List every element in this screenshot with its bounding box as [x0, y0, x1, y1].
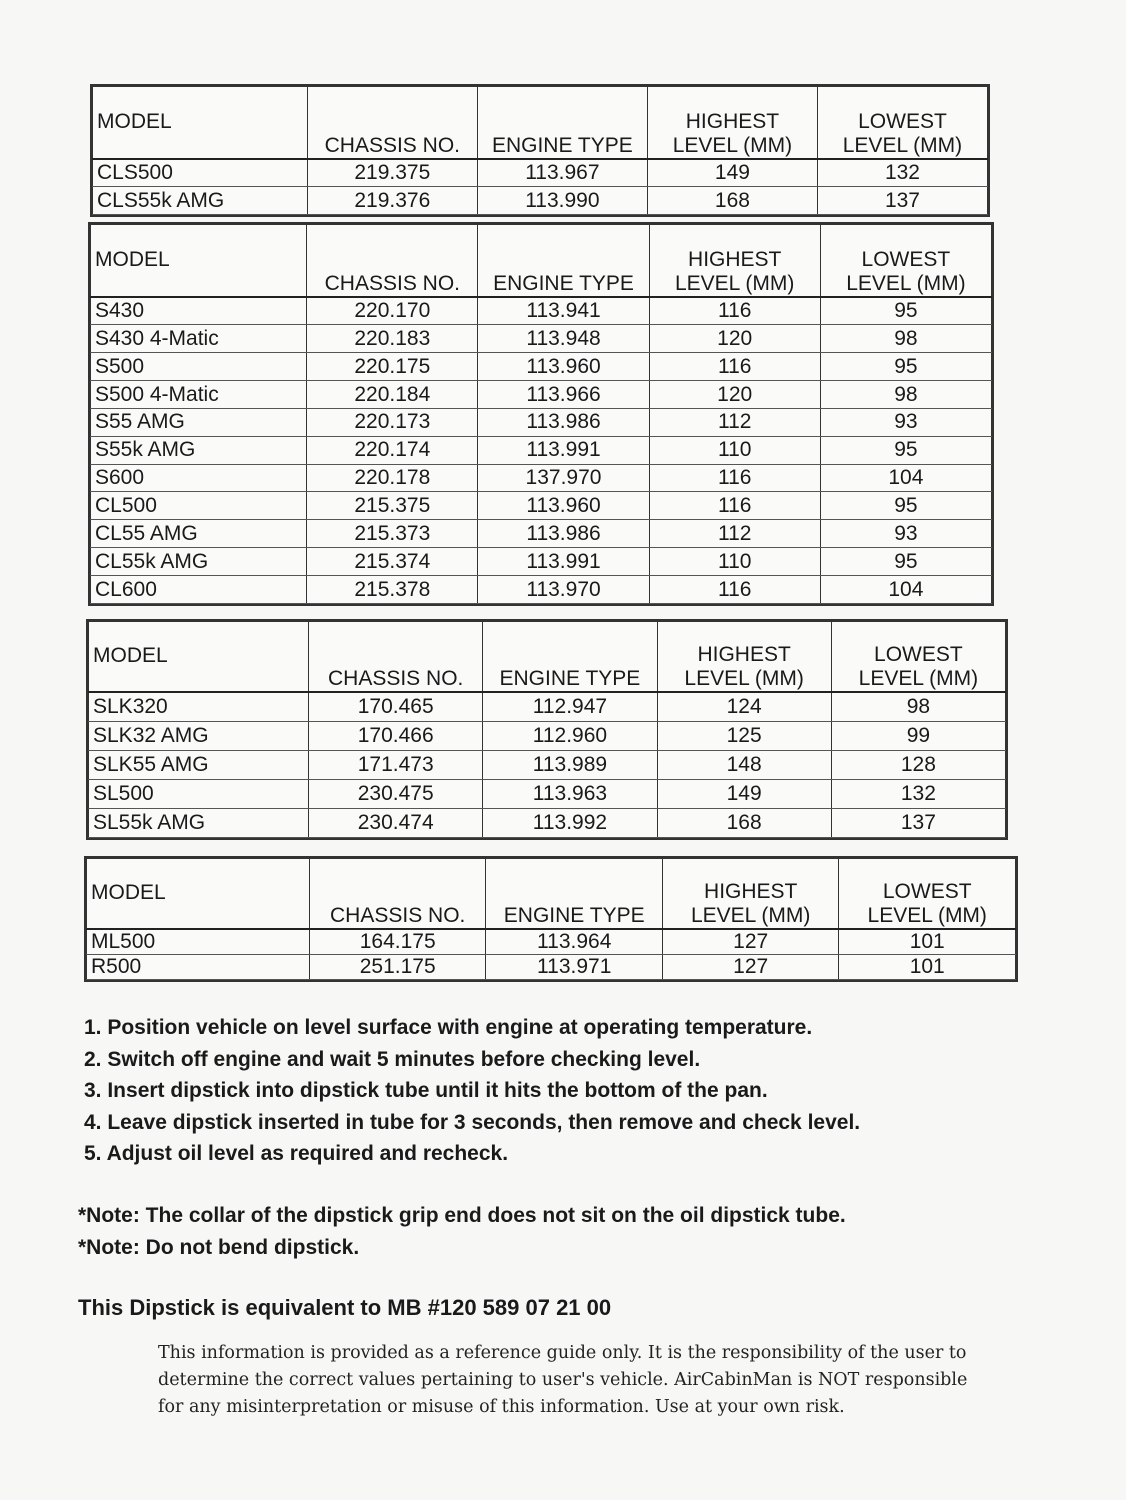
cell-chassis: 164.175 — [309, 929, 486, 955]
cell-engine: 112.960 — [483, 721, 657, 750]
header-lowest-unit: LEVEL (MM) — [867, 903, 987, 927]
header-highest-unit: LEVEL (MM) — [674, 271, 795, 295]
cell-model: SL55k AMG — [89, 808, 309, 837]
header-model: MODEL — [93, 644, 168, 668]
cell-engine: 113.986 — [478, 520, 649, 548]
header-lowest: LOWEST — [874, 642, 963, 666]
cell-highest: 110 — [649, 548, 820, 576]
header-highest: HIGHEST — [688, 247, 782, 271]
cell-highest: 149 — [657, 779, 831, 808]
header-chassis: CHASSIS NO. — [324, 271, 461, 295]
header-lowest: LOWEST — [858, 109, 947, 133]
header-engine: ENGINE TYPE — [491, 133, 633, 157]
table-row — [87, 929, 1016, 955]
table-row — [91, 548, 992, 576]
table-row — [89, 779, 1006, 808]
table-cls — [90, 84, 990, 217]
table-row — [89, 692, 1006, 722]
cell-lowest: 98 — [831, 692, 1005, 722]
table-row — [91, 492, 992, 520]
cell-highest: 116 — [649, 353, 820, 381]
cell-lowest: 132 — [831, 779, 1005, 808]
header-lowest-unit: LEVEL (MM) — [858, 666, 979, 690]
cell-highest: 127 — [662, 929, 839, 955]
cell-model: S600 — [91, 464, 307, 492]
table-row — [91, 297, 992, 325]
cell-lowest: 132 — [817, 159, 987, 187]
header-lowest-unit: LEVEL (MM) — [846, 271, 966, 295]
table-row — [89, 750, 1006, 779]
table-row — [91, 325, 992, 353]
cell-engine: 113.989 — [483, 750, 657, 779]
table-row — [89, 721, 1006, 750]
cell-engine: 113.966 — [478, 381, 649, 409]
cell-model: SLK320 — [89, 692, 309, 722]
cell-chassis: 215.375 — [307, 492, 478, 520]
cell-chassis: 220.178 — [307, 464, 478, 492]
cell-chassis: 219.375 — [307, 159, 477, 187]
cell-engine: 113.960 — [478, 353, 649, 381]
cell-engine: 112.947 — [483, 692, 657, 722]
cell-engine: 113.964 — [486, 929, 663, 955]
cell-engine: 113.960 — [478, 492, 649, 520]
cell-lowest: 128 — [831, 750, 1005, 779]
instruction-item: 3. Insert dipstick into dipstick tube until it hits the bottom of the pan. — [84, 1079, 768, 1102]
cell-model: CL55k AMG — [91, 548, 307, 576]
cell-model: S55 AMG — [91, 408, 307, 436]
disclaimer — [158, 1340, 1058, 1421]
table-slk-sl — [86, 619, 1008, 840]
cell-chassis: 251.175 — [309, 954, 486, 979]
cell-chassis: 220.173 — [307, 408, 478, 436]
header-lowest-unit: LEVEL (MM) — [842, 133, 963, 157]
cell-highest: 116 — [649, 576, 820, 604]
disclaimer-line: for any misinterpretation or misuse of this information. Use at your own risk. — [158, 1397, 845, 1417]
table-row — [91, 353, 992, 381]
cell-lowest: 93 — [820, 520, 991, 548]
instruction-item: 5. Adjust oil level as required and recheck. — [84, 1142, 509, 1165]
cell-lowest: 98 — [820, 381, 991, 409]
cell-chassis: 215.374 — [307, 548, 478, 576]
cell-highest: 124 — [657, 692, 831, 722]
cell-model: S430 4-Matic — [91, 325, 307, 353]
cell-engine: 113.971 — [486, 954, 663, 979]
header-chassis: CHASSIS NO. — [324, 133, 460, 157]
cell-model: S500 4-Matic — [91, 381, 307, 409]
header-model: MODEL — [95, 248, 170, 272]
cell-highest: 120 — [649, 381, 820, 409]
cell-engine: 113.963 — [483, 779, 657, 808]
header-chassis: CHASSIS NO. — [330, 903, 466, 927]
cell-chassis: 215.378 — [307, 576, 478, 604]
cell-model: S55k AMG — [91, 436, 307, 464]
cell-lowest: 101 — [839, 954, 1016, 979]
cell-chassis: 230.474 — [309, 808, 483, 837]
cell-highest: 110 — [649, 436, 820, 464]
cell-lowest: 137 — [831, 808, 1005, 837]
header-model: MODEL — [91, 881, 166, 905]
cell-engine: 113.970 — [478, 576, 649, 604]
header-engine: ENGINE TYPE — [493, 271, 634, 295]
table-ml-r — [84, 856, 1018, 982]
cell-lowest: 104 — [820, 576, 991, 604]
notes — [78, 1200, 846, 1264]
table-row — [91, 381, 992, 409]
cell-highest: 168 — [657, 808, 831, 837]
cell-chassis: 170.465 — [309, 692, 483, 722]
table-row — [87, 954, 1016, 979]
cell-chassis: 220.184 — [307, 381, 478, 409]
header-chassis: CHASSIS NO. — [328, 666, 464, 690]
cell-model: S430 — [91, 297, 307, 325]
table-s-cl — [88, 222, 994, 606]
cell-lowest: 104 — [820, 464, 991, 492]
cell-chassis: 215.373 — [307, 520, 478, 548]
cell-model: SL500 — [89, 779, 309, 808]
cell-engine: 113.991 — [478, 436, 649, 464]
cell-chassis: 171.473 — [309, 750, 483, 779]
table-row — [91, 436, 992, 464]
cell-lowest: 98 — [820, 325, 991, 353]
table-row — [91, 520, 992, 548]
cell-engine: 113.986 — [478, 408, 649, 436]
cell-engine: 137.970 — [478, 464, 649, 492]
table-row — [89, 808, 1006, 837]
cell-chassis: 220.170 — [307, 297, 478, 325]
cell-lowest: 99 — [831, 721, 1005, 750]
cell-engine: 113.941 — [478, 297, 649, 325]
header-model: MODEL — [97, 110, 172, 134]
cell-chassis: 220.183 — [307, 325, 478, 353]
cell-highest: 127 — [662, 954, 839, 979]
table-row — [93, 159, 988, 187]
cell-chassis: 170.466 — [309, 721, 483, 750]
cell-lowest: 95 — [820, 436, 991, 464]
header-highest-unit: LEVEL (MM) — [690, 903, 811, 927]
cell-lowest: 95 — [820, 353, 991, 381]
cell-lowest: 93 — [820, 408, 991, 436]
header-engine: ENGINE TYPE — [499, 666, 641, 690]
cell-lowest: 95 — [820, 492, 991, 520]
cell-model: ML500 — [87, 929, 310, 955]
cell-chassis: 220.175 — [307, 353, 478, 381]
cell-lowest: 95 — [820, 548, 991, 576]
cell-engine: 113.992 — [483, 808, 657, 837]
cell-engine: 113.990 — [477, 187, 647, 215]
cell-lowest: 137 — [817, 187, 987, 215]
cell-model: CL500 — [91, 492, 307, 520]
disclaimer-line: This information is provided as a reference guide only. It is the responsibility of the user to — [158, 1343, 967, 1363]
cell-chassis: 220.174 — [307, 436, 478, 464]
cell-highest: 116 — [649, 492, 820, 520]
instruction-item: 4. Leave dipstick inserted in tube for 3 seconds, then remove and check level. — [84, 1110, 861, 1134]
cell-highest: 168 — [647, 187, 817, 215]
cell-highest: 148 — [657, 750, 831, 779]
header-highest: HIGHEST — [697, 642, 791, 666]
cell-engine: 113.967 — [477, 159, 647, 187]
instruction-item: 2. Switch off engine and wait 5 minutes before checking level. — [84, 1047, 701, 1071]
cell-highest: 116 — [649, 297, 820, 325]
instruction-item: 1. Position vehicle on level surface with engine at operating temperature. — [84, 1016, 813, 1039]
cell-highest: 116 — [649, 464, 820, 492]
note-collar: *Note: The collar of the dipstick grip end does not sit on the oil dipstick tube. — [78, 1204, 846, 1227]
instructions-list — [84, 1012, 860, 1170]
cell-highest: 120 — [649, 325, 820, 353]
table-row — [91, 464, 992, 492]
header-highest-unit: LEVEL (MM) — [672, 133, 793, 157]
equivalent-part-number: This Dipstick is equivalent to MB #120 589 07 21 00 — [78, 1295, 612, 1320]
header-highest: HIGHEST — [685, 109, 780, 133]
cell-chassis: 219.376 — [307, 187, 477, 215]
header-engine: ENGINE TYPE — [503, 903, 645, 927]
cell-engine: 113.991 — [478, 548, 649, 576]
cell-model: CL55 AMG — [91, 520, 307, 548]
table-row — [91, 408, 992, 436]
cell-model: S500 — [91, 353, 307, 381]
table-row — [93, 187, 988, 215]
cell-model: SLK32 AMG — [89, 721, 309, 750]
header-highest: HIGHEST — [704, 879, 798, 903]
cell-lowest: 95 — [820, 297, 991, 325]
disclaimer-line: determine the correct values pertaining to user's vehicle. AirCabinMan is NOT responsible — [158, 1370, 968, 1390]
cell-model: R500 — [87, 954, 310, 979]
cell-model: SLK55 AMG — [89, 750, 309, 779]
cell-highest: 112 — [649, 520, 820, 548]
cell-engine: 113.948 — [478, 325, 649, 353]
cell-model: CLS500 — [93, 159, 308, 187]
cell-lowest: 101 — [839, 929, 1016, 955]
cell-model: CLS55k AMG — [93, 187, 308, 215]
header-highest-unit: LEVEL (MM) — [684, 666, 804, 690]
cell-highest: 125 — [657, 721, 831, 750]
cell-chassis: 230.475 — [309, 779, 483, 808]
cell-highest: 112 — [649, 408, 820, 436]
table-row — [91, 576, 992, 604]
header-lowest: LOWEST — [861, 247, 951, 271]
cell-model: CL600 — [91, 576, 307, 604]
note-bend: *Note: Do not bend dipstick. — [78, 1236, 360, 1259]
header-lowest: LOWEST — [882, 879, 972, 903]
cell-highest: 149 — [647, 159, 817, 187]
